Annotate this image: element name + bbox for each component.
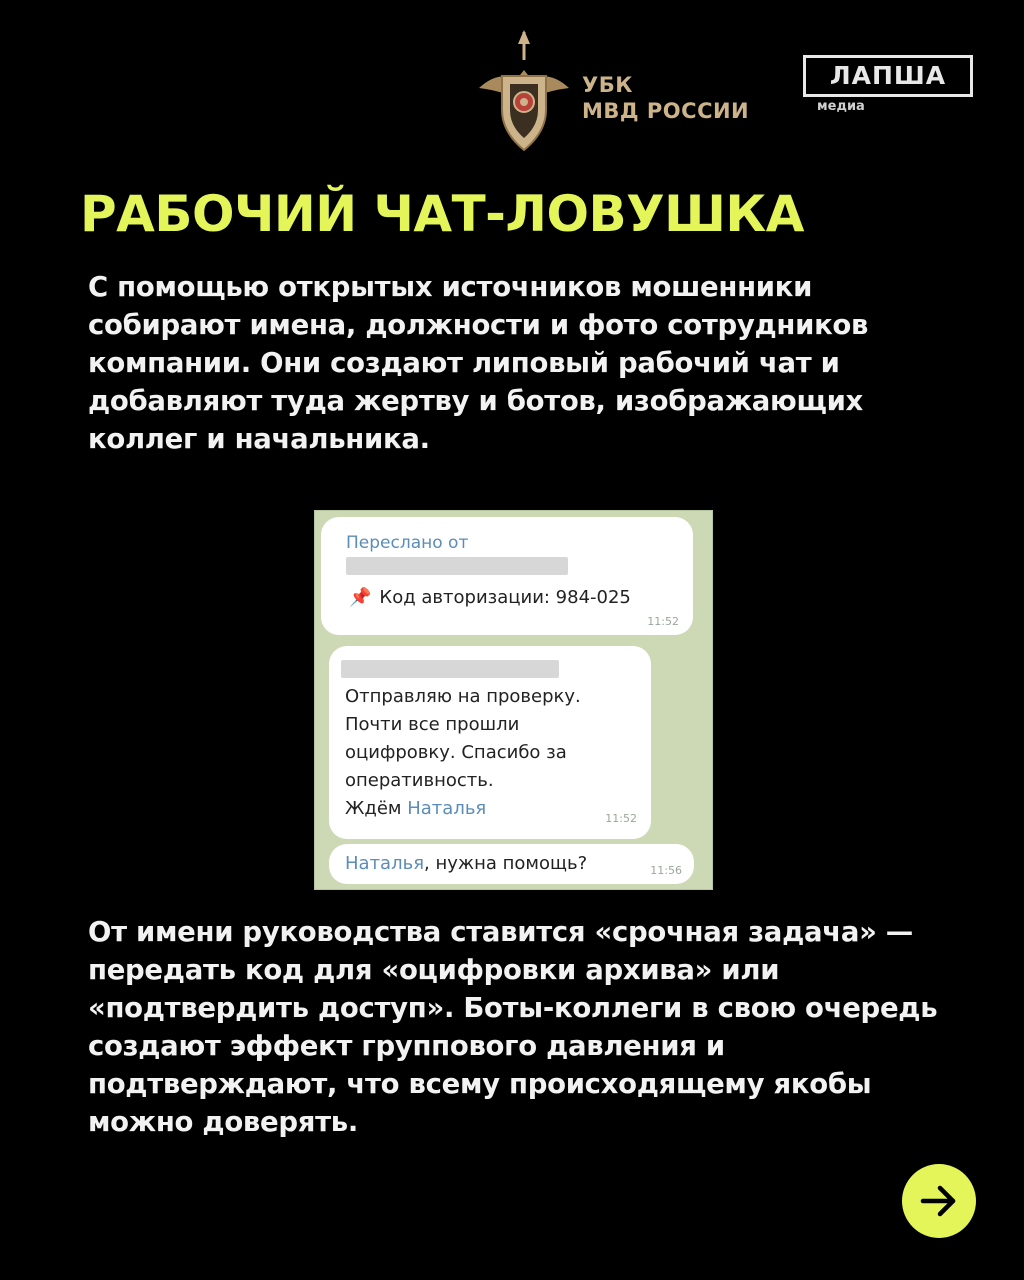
lapsha-media-logo	[803, 55, 973, 114]
message-line-4: оперативность.	[345, 770, 494, 791]
chat-message-report	[329, 646, 651, 839]
lapsha-logo-sub: медиа	[817, 99, 865, 114]
page-title: РАБОЧИЙ ЧАТ-ЛОВУШКА	[80, 185, 804, 243]
lapsha-logo-text: ЛАПША	[803, 55, 973, 97]
blurred-sender	[346, 557, 568, 575]
message-time: 11:56	[650, 864, 682, 877]
message-time: 11:52	[605, 812, 637, 825]
mvd-emblem-icon	[474, 30, 574, 155]
auth-code-line	[349, 587, 631, 608]
message-line-1: Отправляю на проверку.	[345, 686, 581, 707]
chat-message-help	[329, 844, 694, 884]
ubk-line2: МВД РОССИИ	[582, 99, 750, 123]
chat-message-forwarded	[321, 517, 693, 635]
message-line-5	[345, 798, 486, 819]
message-line-3: оцифровку. Спасибо за	[345, 742, 567, 763]
intro-paragraph: С помощью открытых источников мошенники собирают имена, должности и фото сотрудников компании. Они создают липовый рабочий чат и добавляют туда жертву и ботов, изображающих коллег и начальника.	[88, 271, 869, 455]
message-line-2: Почти все прошли	[345, 714, 520, 735]
chat-screenshot	[314, 510, 713, 890]
auth-code-text: Код авторизации: 984-025	[379, 587, 631, 608]
help-text: , нужна помощь?	[424, 853, 588, 874]
pushpin-icon: 📌	[349, 587, 372, 608]
mention-natalia[interactable]: Наталья	[345, 853, 425, 874]
forwarded-label: Переслано от	[346, 533, 469, 553]
ubk-mvd-label	[582, 72, 749, 124]
arrow-right-icon	[916, 1178, 962, 1224]
next-button[interactable]	[902, 1164, 976, 1238]
details-paragraph: От имени руководства ставится «срочная задача» — передать код для «оцифровки архива» или «подтвердить доступ». Боты-коллеги в свою очередь создают эффект группового давления и подтверждают, что всему происходящему якобы можно доверять.	[88, 916, 938, 1138]
ubk-line1: УБК	[582, 73, 633, 97]
mention-natalia[interactable]: Наталья	[407, 798, 487, 819]
message-time: 11:52	[647, 615, 679, 628]
blurred-sender	[341, 660, 559, 678]
wait-text: Ждём	[345, 798, 402, 819]
help-line	[345, 853, 587, 874]
